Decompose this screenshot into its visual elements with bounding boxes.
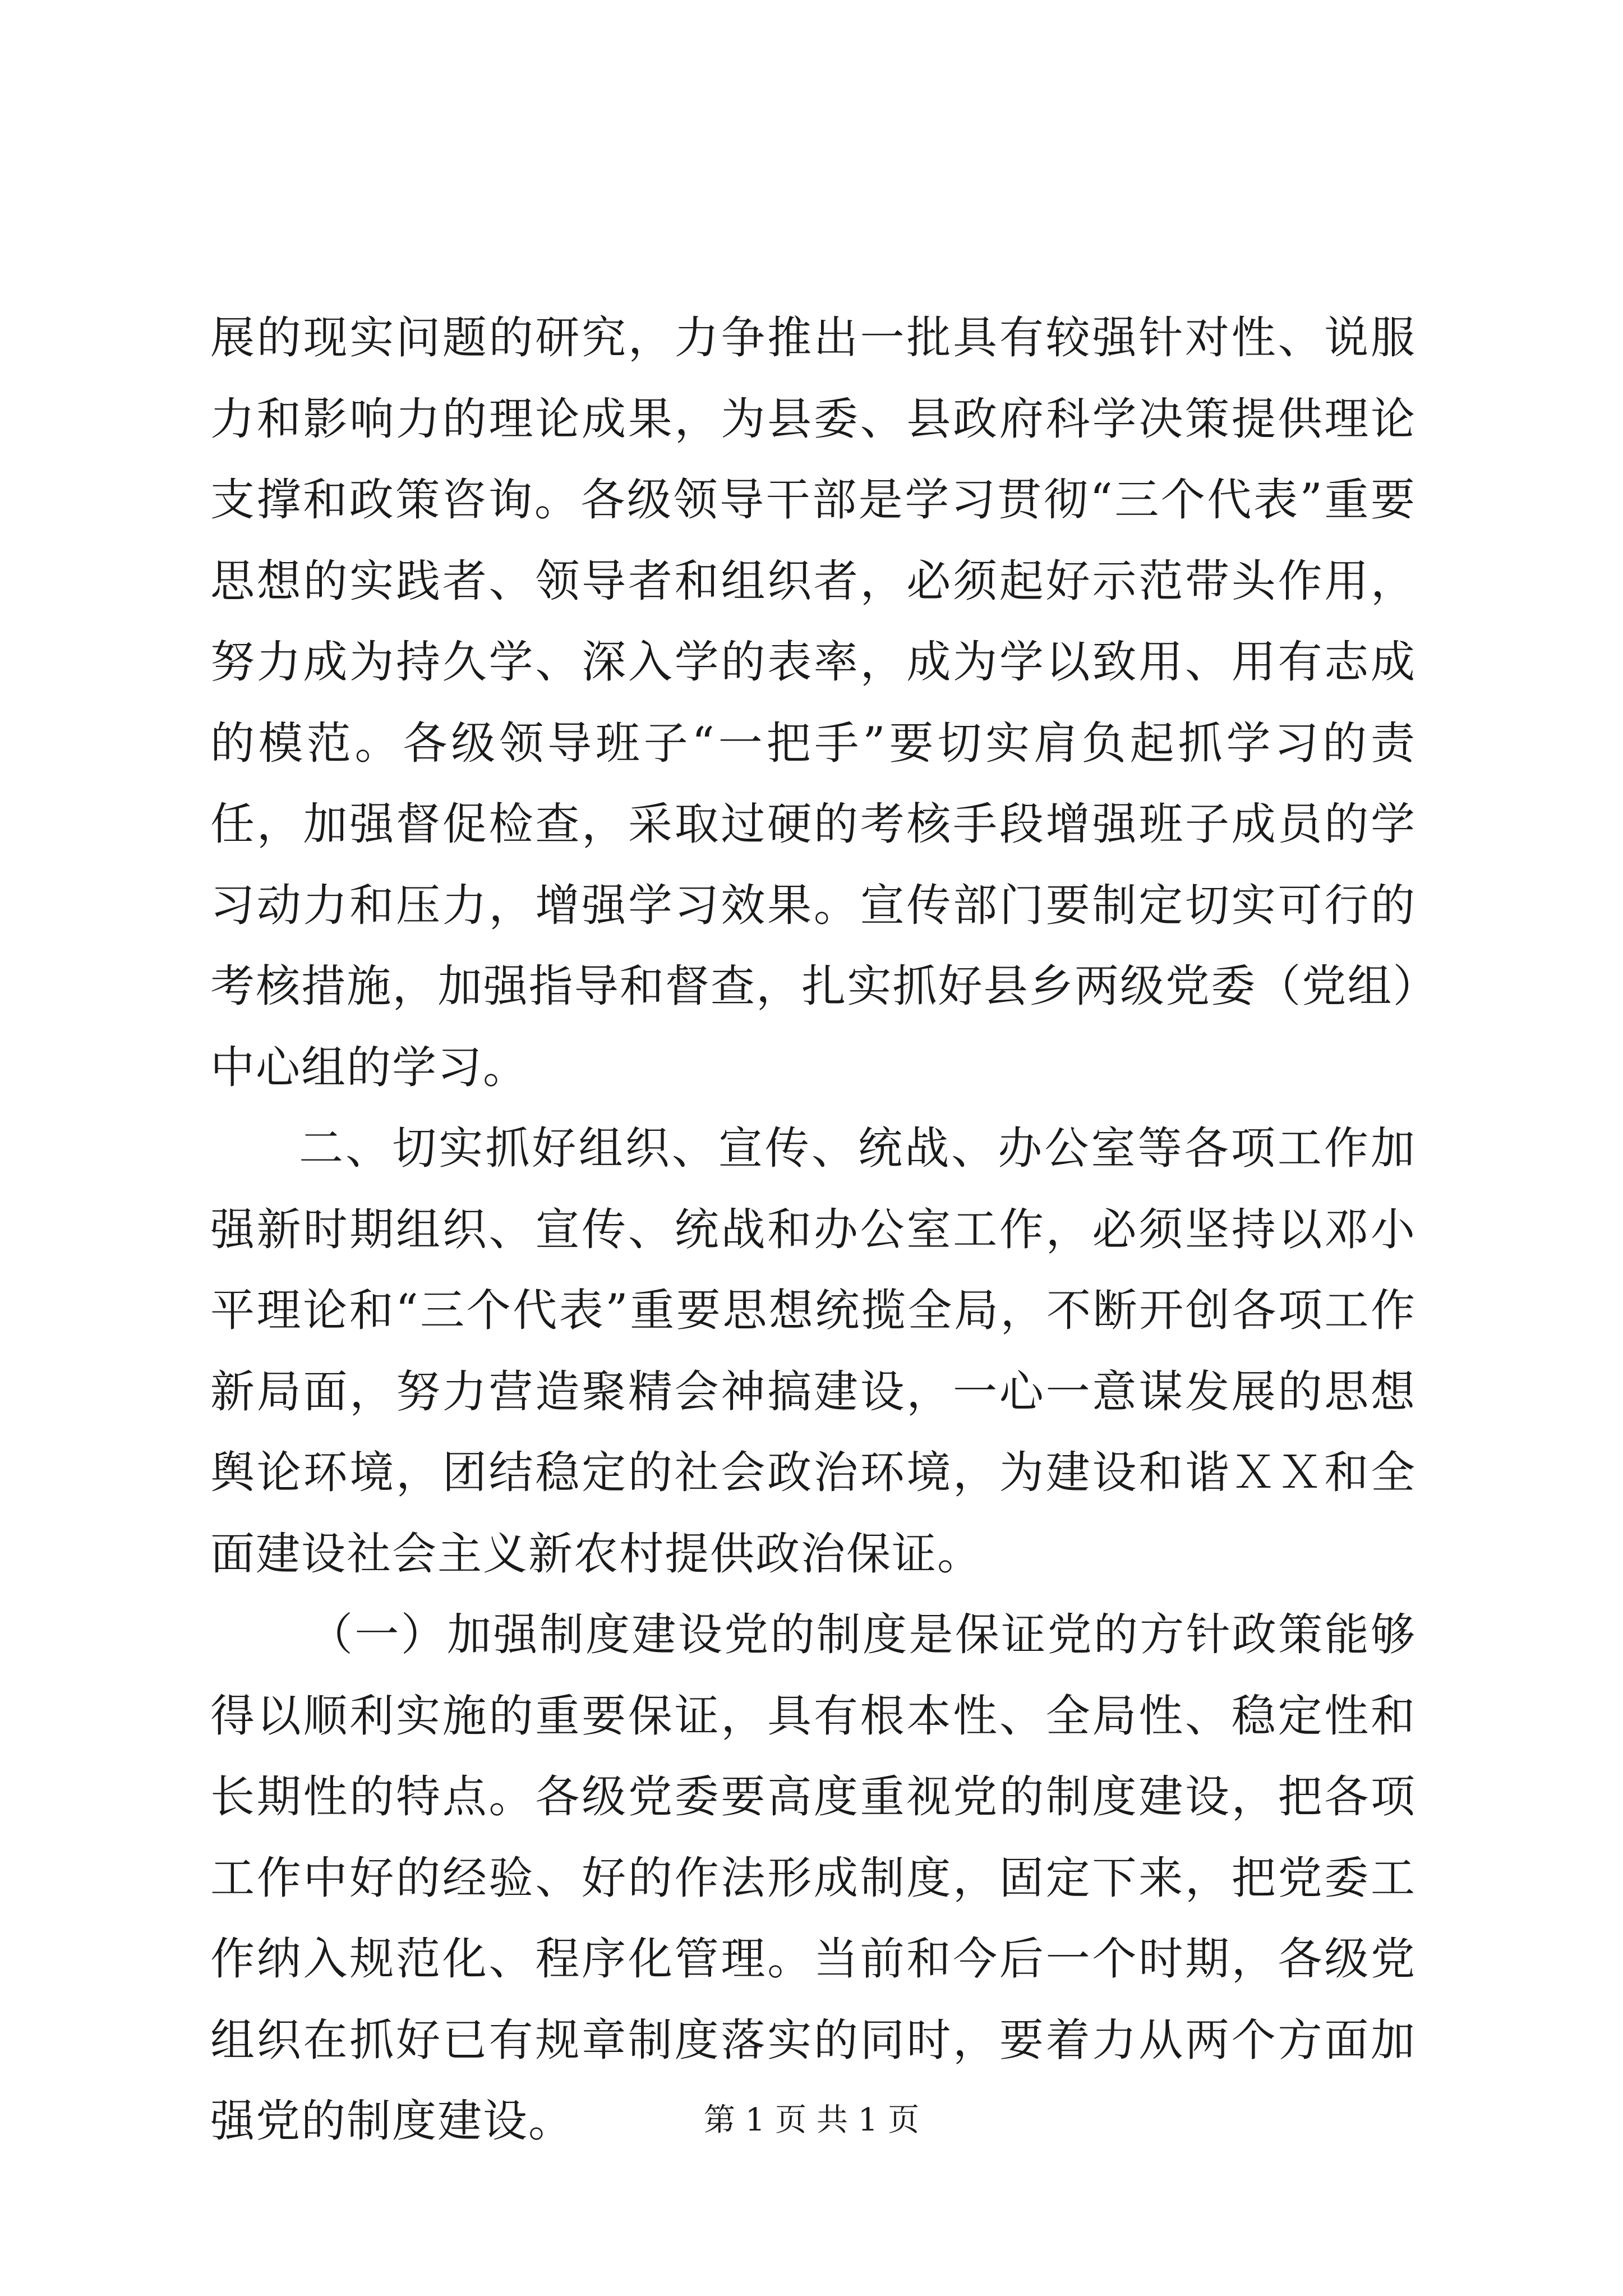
paragraph-1: 展的现实问题的研究，力争推出一批具有较强针对性、说服力和影响力的理论成果，为县委、县政府科学决策提供理论支撑和政策咨询。各级领导干部是学习贯彻“三个代表”重要思想的实践者、领导者和组织者，必须起好示范带头作用，努力成为持久学、深入学的表率，成为学以致用、用有志成的模范。各级领导班子“一把手”要切实肩负起抓学习的责任，加强督促检查，采取过硬的考核手段增强班子成员的学习动力和压力，增强学习效果。宣传部门要制定切实可行的考核措施，加强指导和督查，扎实抓好县乡两级党委（党组）中心组的学习。	[210, 312, 1416, 1093]
paragraph-2: 二、切实抓好组织、宣传、统战、办公室等各项工作加强新时期组织、宣传、统战和办公室工作，必须坚持以邓小平理论和“三个代表”重要思想统揽全局，不断开创各项工作新局面，努力营造聚精会神搞建设，一心一意谋发展的思想舆论环境，团结稳定的社会政治环境，为建设和谐ＸＸ和全面建设社会主义新农村提供政治保证。	[210, 1122, 1416, 1580]
page-number: 第 1 页 共 1 页	[703, 2102, 920, 2138]
paragraph-3: （一）加强制度建设党的制度是保证党的方针政策能够得以顺利实施的重要保证，具有根本性、全局性、稳定性和长期性的特点。各级党委要高度重视党的制度建设，把各项工作中好的经验、好的作法形成制度，固定下来，把党委工作纳入规范化、程序化管理。当前和今后一个时期，各级党组织在抓好已有规章制度落实的同时，要着力从两个方面加强党的制度建设。	[210, 1609, 1416, 2147]
page-footer	[0, 2101, 1623, 2140]
document-body	[210, 297, 1416, 2162]
